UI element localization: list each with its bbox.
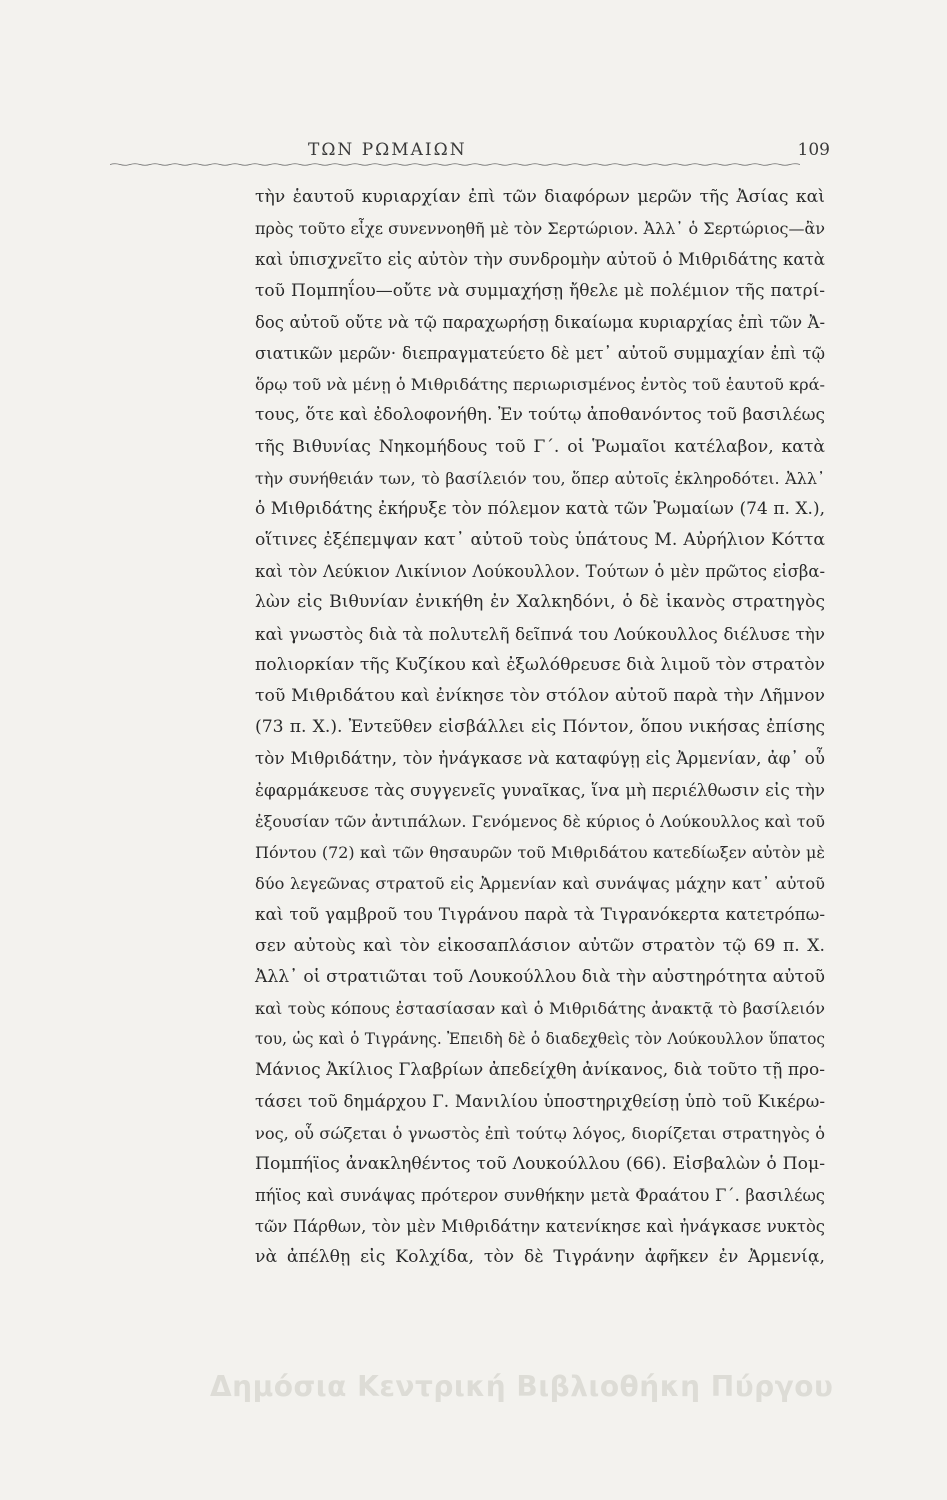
text-line: τοῦ Πομπηΐου—οὔτε νὰ συμμαχήσῃ ἤθελε μὲ πολέμιον τῆς πατρί-: [255, 280, 825, 301]
text-line: σεν αὐτοὺς καὶ τὸν εἰκοσαπλάσιον αὐτῶν στρατὸν τῷ 69 π. Χ.: [255, 935, 825, 956]
text-line: ἐξουσίαν τῶν ἀντιπάλων. Γενόμενος δὲ κύριος ὁ Λούκουλλος καὶ τοῦ: [255, 811, 825, 831]
text-line: Ἀλλ᾽ οἱ στρατιῶται τοῦ Λουκούλλου διὰ τὴν αὐστηρότητα αὐτοῦ: [255, 966, 825, 987]
text-line: τους, ὅτε καὶ ἐδολοφονήθη. Ἐν τούτῳ ἀποθανόντος τοῦ βασιλέως: [255, 405, 825, 426]
text-line: τὴν ἑαυτοῦ κυριαρχίαν ἐπὶ τῶν διαφόρων μερῶν τῆς Ἀσίας καὶ: [255, 187, 825, 207]
text-line: καὶ τὸν Λεύκιον Λικίνιον Λούκουλλον. Τούτων ὁ μὲν πρῶτος εἰσβα-: [255, 562, 825, 582]
text-line: ὁ Μιθριδάτης ἐκήρυξε τὸν πόλεμον κατὰ τῶν Ῥωμαίων (74 π. Χ.),: [255, 498, 825, 519]
text-line: σιατικῶν μερῶν· διεπραγματεύετο δὲ μετ᾽ αὐτοῦ συμμαχίαν ἐπὶ τῷ: [255, 343, 825, 363]
text-line: τὴν συνήθειάν των, τὸ βασίλειόν του, ὅπερ αὐτοῖς ἐκληροδότει. Ἀλλ᾽: [255, 468, 825, 488]
running-title: ΤΩΝ ΡΩΜΑΙΩΝ: [308, 140, 467, 160]
text-line: πρὸς τοῦτο εἶχε συνεννοηθῆ μὲ τὸν Σερτώριον. Ἀλλ᾽ ὁ Σερτώριος—ἂν: [255, 219, 825, 239]
library-watermark: Δημόσια Κεντρική Βιβλιοθήκη Πύργου: [210, 1370, 834, 1403]
text-line: Πόντου (72) καὶ τῶν θησαυρῶν τοῦ Μιθριδάτου κατεδίωξεν αὐτὸν μὲ: [255, 842, 825, 862]
header-wavy-rule: [110, 163, 800, 166]
text-line: πήϊος καὶ συνάψας πρότερον συνθήκην μετὰ Φραάτου Γ΄. βασιλέως: [255, 1186, 825, 1205]
text-line: τῆς Βιθυνίας Νηκομήδους τοῦ Γ΄. οἱ Ῥωμαῖοι κατέλαβον, κατὰ: [255, 436, 825, 457]
text-line: τῶν Πάρθων, τὸν μὲν Μιθριδάτην κατενίκησε καὶ ἠνάγκασε νυκτὸς: [255, 1217, 825, 1237]
page-number: 109: [797, 140, 830, 160]
text-line: δύο λεγεῶνας στρατοῦ εἰς Ἀρμενίαν καὶ συνάψας μάχην κατ᾽ αὐτοῦ: [255, 874, 825, 894]
text-line: δος αὐτοῦ οὔτε νὰ τῷ παραχωρήσῃ δικαίωμα κυριαρχίας ἐπὶ τῶν Ἀ-: [255, 312, 825, 332]
text-line: (73 π. Χ.). Ἐντεῦθεν εἰσβάλλει εἰς Πόντον, ὅπου νικήσας ἐπίσης: [255, 717, 825, 738]
text-line: οἵτινες ἐξέπεμψαν κατ᾽ αὐτοῦ τοὺς ὑπάτους Μ. Αὐρήλιον Κόττα: [255, 530, 825, 551]
text-line: του, ὡς καὶ ὁ Τιγράνης. Ἐπειδὴ δὲ ὁ διαδεχθεὶς τὸν Λούκουλλον ὕπατος: [255, 1030, 825, 1049]
text-line: ὅρῳ τοῦ νὰ μένῃ ὁ Μιθριδάτης περιωρισμένος ἐντὸς τοῦ ἑαυτοῦ κρά-: [255, 375, 825, 395]
text-line: καὶ γνωστὸς διὰ τὰ πολυτελῆ δεῖπνά του Λούκουλλος διέλυσε τὴν: [255, 623, 825, 644]
text-line: λὼν εἰς Βιθυνίαν ἐνικήθη ἐν Χαλκηδόνι, ὁ δὲ ἱκανὸς στρατηγὸς: [255, 592, 825, 613]
text-line: Μάνιος Ἀκίλιος Γλαβρίων ἀπεδείχθη ἀνίκανος, διὰ τοῦτο τῇ προ-: [255, 1060, 825, 1081]
text-line: τὸν Μιθριδάτην, τὸν ἠνάγκασε νὰ καταφύγῃ εἰς Ἀρμενίαν, ἀφ᾽ οὗ: [255, 748, 825, 769]
text-line: Πομπήϊος ἀνακληθέντος τοῦ Λουκούλλου (66). Εἰσβαλὼν ὁ Πομ-: [255, 1153, 825, 1174]
text-line: καὶ ὑπισχνεῖτο εἰς αὐτὸν τὴν συνδρομὴν αὐτοῦ ὁ Μιθριδάτης κατὰ: [255, 250, 825, 270]
text-line: ἐφαρμάκευσε τὰς συγγενεῖς γυναῖκας, ἵνα μὴ περιέλθωσιν εἰς τὴν: [255, 779, 825, 800]
text-line: καὶ τοὺς κόπους ἐστασίασαν καὶ ὁ Μιθριδάτης ἀνακτᾷ τὸ βασίλειόν: [255, 998, 825, 1018]
text-line: πολιορκίαν τῆς Κυζίκου καὶ ἐξωλόθρευσε διὰ λιμοῦ τὸν στρατὸν: [255, 654, 825, 675]
body-text: [255, 182, 825, 1274]
text-line: τάσει τοῦ δημάρχου Γ. Μανιλίου ὑποστηριχθείσῃ ὑπὸ τοῦ Κικέρω-: [255, 1091, 825, 1112]
text-line: νὰ ἀπέλθῃ εἰς Κολχίδα, τὸν δὲ Τιγράνην ἀφῆκεν ἐν Ἀρμενίᾳ,: [255, 1247, 825, 1268]
text-line: τοῦ Μιθριδάτου καὶ ἐνίκησε τὸν στόλον αὐτοῦ παρὰ τὴν Λῆμνον: [255, 686, 825, 706]
text-line: νος, οὗ σώζεται ὁ γνωστὸς ἐπὶ τούτῳ λόγος, διορίζεται στρατηγὸς ὁ: [255, 1123, 825, 1143]
text-line: καὶ τοῦ γαμβροῦ του Τιγράνου παρὰ τὰ Τιγρανόκερτα κατετρόπω-: [255, 904, 825, 925]
